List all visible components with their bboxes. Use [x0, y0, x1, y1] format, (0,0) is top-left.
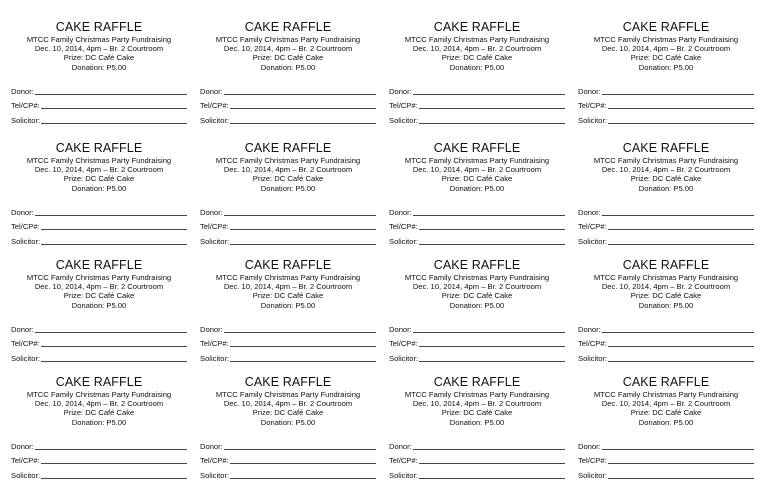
raffle-ticket — [11, 375, 187, 495]
donor-blank-line[interactable] — [35, 214, 187, 216]
solicitor-blank-line[interactable] — [419, 122, 565, 124]
tel-cp-label: Tel/CP#: — [578, 456, 607, 465]
raffle-ticket — [200, 141, 376, 258]
tel-cp-blank-line[interactable] — [608, 345, 754, 347]
donor-blank-line[interactable] — [413, 448, 565, 450]
tel-cp-blank-line[interactable] — [608, 228, 754, 230]
ticket-title: CAKE RAFFLE — [55, 141, 143, 155]
tel-cp-label: Tel/CP#: — [200, 456, 229, 465]
tel-cp-field[interactable] — [200, 335, 376, 350]
donor-blank-line[interactable] — [35, 331, 187, 333]
donor-label: Donor: — [389, 207, 412, 217]
donor-field[interactable] — [578, 437, 754, 452]
tel-cp-blank-line[interactable] — [419, 462, 565, 464]
solicitor-field[interactable] — [389, 466, 565, 481]
donor-blank-line[interactable] — [602, 93, 754, 95]
solicitor-field[interactable] — [200, 111, 376, 126]
tel-cp-blank-line[interactable] — [41, 228, 187, 230]
event-name: MTCC Family Christmas Party Fundraising — [26, 35, 172, 44]
prize-line: Prize: DC Café Cake — [63, 174, 135, 184]
ticket-header — [11, 258, 187, 310]
event-name: MTCC Family Christmas Party Fundraising — [215, 273, 361, 282]
ticket-fields — [11, 437, 187, 481]
donor-blank-line[interactable] — [413, 214, 565, 216]
solicitor-field[interactable] — [11, 232, 187, 247]
tel-cp-blank-line[interactable] — [230, 228, 376, 230]
solicitor-field[interactable] — [11, 349, 187, 364]
event-date-place: Dec. 10, 2014, 4pm – Br. 2 Courtroom — [412, 399, 542, 409]
donor-field[interactable] — [578, 203, 754, 218]
donor-field[interactable] — [11, 203, 187, 218]
raffle-ticket — [578, 141, 754, 258]
solicitor-field[interactable] — [389, 232, 565, 247]
donation-line: Donation: P5.00 — [71, 62, 127, 72]
ticket-fields — [200, 82, 376, 126]
tel-cp-label: Tel/CP#: — [200, 339, 229, 348]
event-name: MTCC Family Christmas Party Fundraising — [404, 390, 550, 399]
ticket-title: CAKE RAFFLE — [433, 20, 521, 34]
donor-blank-line[interactable] — [224, 448, 376, 450]
event-name: MTCC Family Christmas Party Fundraising — [26, 156, 172, 165]
ticket-title: CAKE RAFFLE — [244, 258, 332, 272]
solicitor-blank-line[interactable] — [41, 243, 187, 245]
tel-cp-field[interactable] — [389, 218, 565, 233]
ticket-fields — [389, 203, 565, 247]
donation-line: Donation: P5.00 — [449, 300, 505, 310]
ticket-fields — [200, 320, 376, 364]
tel-cp-field[interactable] — [578, 97, 754, 112]
ticket-header — [200, 258, 376, 310]
donor-label: Donor: — [389, 324, 412, 334]
ticket-fields — [200, 437, 376, 481]
ticket-header — [578, 258, 754, 310]
tel-cp-label: Tel/CP#: — [389, 222, 418, 231]
solicitor-field[interactable] — [200, 466, 376, 481]
ticket-header — [200, 20, 376, 72]
raffle-ticket — [389, 375, 565, 495]
tel-cp-label: Tel/CP#: — [578, 339, 607, 348]
solicitor-field[interactable] — [389, 111, 565, 126]
raffle-ticket — [389, 20, 565, 141]
event-name: MTCC Family Christmas Party Fundraising — [404, 35, 550, 44]
ticket-fields — [578, 437, 754, 481]
event-date-place: Dec. 10, 2014, 4pm – Br. 2 Courtroom — [412, 165, 542, 175]
donation-line: Donation: P5.00 — [71, 300, 127, 310]
solicitor-label: Solicitor: — [200, 115, 230, 125]
donation-line: Donation: P5.00 — [638, 300, 694, 310]
tel-cp-blank-line[interactable] — [41, 107, 187, 109]
tel-cp-field[interactable] — [389, 452, 565, 467]
donor-field[interactable] — [200, 82, 376, 97]
ticket-header — [578, 141, 754, 193]
raffle-ticket — [11, 141, 187, 258]
donor-label: Donor: — [389, 441, 412, 451]
event-date-place: Dec. 10, 2014, 4pm – Br. 2 Courtroom — [601, 165, 731, 175]
ticket-fields — [11, 82, 187, 126]
ticket-fields — [389, 320, 565, 364]
ticket-title: CAKE RAFFLE — [433, 258, 521, 272]
raffle-ticket — [11, 20, 187, 141]
event-date-place: Dec. 10, 2014, 4pm – Br. 2 Courtroom — [601, 282, 731, 292]
tel-cp-label: Tel/CP#: — [578, 222, 607, 231]
solicitor-field[interactable] — [11, 466, 187, 481]
event-date-place: Dec. 10, 2014, 4pm – Br. 2 Courtroom — [412, 44, 542, 54]
tel-cp-field[interactable] — [578, 335, 754, 350]
solicitor-label: Solicitor: — [200, 470, 230, 480]
donor-field[interactable] — [200, 437, 376, 452]
event-name: MTCC Family Christmas Party Fundraising — [404, 273, 550, 282]
tel-cp-label: Tel/CP#: — [11, 339, 40, 348]
solicitor-label: Solicitor: — [578, 115, 608, 125]
tel-cp-blank-line[interactable] — [230, 462, 376, 464]
prize-line: Prize: DC Café Cake — [441, 53, 513, 63]
donation-line: Donation: P5.00 — [260, 300, 316, 310]
solicitor-blank-line[interactable] — [41, 360, 187, 362]
ticket-title: CAKE RAFFLE — [55, 258, 143, 272]
ticket-header — [389, 20, 565, 72]
donor-label: Donor: — [578, 207, 601, 217]
donation-line: Donation: P5.00 — [449, 62, 505, 72]
ticket-title: CAKE RAFFLE — [55, 375, 143, 389]
solicitor-field[interactable] — [389, 349, 565, 364]
ticket-fields — [389, 82, 565, 126]
solicitor-label: Solicitor: — [11, 353, 41, 363]
event-name: MTCC Family Christmas Party Fundraising — [26, 273, 172, 282]
donation-line: Donation: P5.00 — [638, 183, 694, 193]
prize-line: Prize: DC Café Cake — [630, 291, 702, 301]
solicitor-blank-line[interactable] — [608, 122, 754, 124]
ticket-fields — [200, 203, 376, 247]
raffle-ticket — [578, 375, 754, 495]
tel-cp-label: Tel/CP#: — [578, 101, 607, 110]
tel-cp-blank-line[interactable] — [419, 228, 565, 230]
tel-cp-label: Tel/CP#: — [389, 339, 418, 348]
solicitor-blank-line[interactable] — [41, 122, 187, 124]
ticket-header — [389, 375, 565, 427]
tel-cp-field[interactable] — [200, 452, 376, 467]
donor-field[interactable] — [11, 320, 187, 335]
ticket-header — [389, 141, 565, 193]
solicitor-blank-line[interactable] — [230, 243, 376, 245]
donor-label: Donor: — [200, 86, 223, 96]
donor-label: Donor: — [578, 86, 601, 96]
solicitor-blank-line[interactable] — [419, 477, 565, 479]
donor-field[interactable] — [200, 203, 376, 218]
solicitor-label: Solicitor: — [11, 115, 41, 125]
ticket-title: CAKE RAFFLE — [622, 375, 710, 389]
event-date-place: Dec. 10, 2014, 4pm – Br. 2 Courtroom — [412, 282, 542, 292]
tel-cp-blank-line[interactable] — [608, 462, 754, 464]
event-date-place: Dec. 10, 2014, 4pm – Br. 2 Courtroom — [601, 44, 731, 54]
solicitor-blank-line[interactable] — [419, 360, 565, 362]
tel-cp-field[interactable] — [11, 335, 187, 350]
donor-field[interactable] — [200, 320, 376, 335]
solicitor-label: Solicitor: — [389, 115, 419, 125]
donation-line: Donation: P5.00 — [638, 62, 694, 72]
donor-field[interactable] — [389, 82, 565, 97]
donor-field[interactable] — [11, 82, 187, 97]
donor-label: Donor: — [11, 441, 34, 451]
tel-cp-label: Tel/CP#: — [11, 222, 40, 231]
tel-cp-field[interactable] — [578, 218, 754, 233]
solicitor-field[interactable] — [578, 349, 754, 364]
solicitor-blank-line[interactable] — [230, 477, 376, 479]
donor-field[interactable] — [389, 320, 565, 335]
ticket-fields — [578, 320, 754, 364]
donor-label: Donor: — [11, 207, 34, 217]
ticket-header — [578, 375, 754, 427]
donation-line: Donation: P5.00 — [449, 417, 505, 427]
event-name: MTCC Family Christmas Party Fundraising — [215, 35, 361, 44]
solicitor-blank-line[interactable] — [230, 360, 376, 362]
prize-line: Prize: DC Café Cake — [252, 291, 324, 301]
donor-label: Donor: — [578, 324, 601, 334]
donor-blank-line[interactable] — [224, 93, 376, 95]
prize-line: Prize: DC Café Cake — [63, 291, 135, 301]
ticket-title: CAKE RAFFLE — [244, 375, 332, 389]
ticket-fields — [11, 203, 187, 247]
donor-label: Donor: — [578, 441, 601, 451]
event-name: MTCC Family Christmas Party Fundraising — [593, 273, 739, 282]
raffle-ticket — [200, 258, 376, 375]
solicitor-label: Solicitor: — [200, 353, 230, 363]
donor-blank-line[interactable] — [602, 214, 754, 216]
event-name: MTCC Family Christmas Party Fundraising — [404, 156, 550, 165]
tel-cp-field[interactable] — [11, 452, 187, 467]
event-date-place: Dec. 10, 2014, 4pm – Br. 2 Courtroom — [34, 399, 164, 409]
donor-blank-line[interactable] — [413, 331, 565, 333]
event-date-place: Dec. 10, 2014, 4pm – Br. 2 Courtroom — [223, 399, 353, 409]
donor-label: Donor: — [200, 207, 223, 217]
solicitor-blank-line[interactable] — [230, 122, 376, 124]
donation-line: Donation: P5.00 — [260, 417, 316, 427]
ticket-title: CAKE RAFFLE — [622, 258, 710, 272]
event-date-place: Dec. 10, 2014, 4pm – Br. 2 Courtroom — [223, 282, 353, 292]
donor-field[interactable] — [578, 320, 754, 335]
ticket-header — [578, 20, 754, 72]
donor-blank-line[interactable] — [35, 93, 187, 95]
prize-line: Prize: DC Café Cake — [630, 53, 702, 63]
raffle-ticket — [11, 258, 187, 375]
tel-cp-field[interactable] — [389, 335, 565, 350]
solicitor-label: Solicitor: — [578, 353, 608, 363]
donation-line: Donation: P5.00 — [71, 417, 127, 427]
prize-line: Prize: DC Café Cake — [63, 53, 135, 63]
event-date-place: Dec. 10, 2014, 4pm – Br. 2 Courtroom — [34, 282, 164, 292]
raffle-ticket — [200, 20, 376, 141]
raffle-ticket — [389, 141, 565, 258]
donor-label: Donor: — [200, 441, 223, 451]
event-date-place: Dec. 10, 2014, 4pm – Br. 2 Courtroom — [223, 165, 353, 175]
donation-line: Donation: P5.00 — [449, 183, 505, 193]
prize-line: Prize: DC Café Cake — [441, 408, 513, 418]
ticket-header — [200, 141, 376, 193]
ticket-header — [11, 20, 187, 72]
prize-line: Prize: DC Café Cake — [252, 174, 324, 184]
event-name: MTCC Family Christmas Party Fundraising — [26, 390, 172, 399]
solicitor-field[interactable] — [578, 232, 754, 247]
tel-cp-label: Tel/CP#: — [200, 101, 229, 110]
donation-line: Donation: P5.00 — [260, 183, 316, 193]
event-name: MTCC Family Christmas Party Fundraising — [593, 156, 739, 165]
tel-cp-label: Tel/CP#: — [200, 222, 229, 231]
solicitor-blank-line[interactable] — [608, 243, 754, 245]
donor-blank-line[interactable] — [602, 448, 754, 450]
solicitor-blank-line[interactable] — [419, 243, 565, 245]
event-name: MTCC Family Christmas Party Fundraising — [215, 156, 361, 165]
event-name: MTCC Family Christmas Party Fundraising — [593, 390, 739, 399]
donation-line: Donation: P5.00 — [638, 417, 694, 427]
prize-line: Prize: DC Café Cake — [441, 291, 513, 301]
tel-cp-label: Tel/CP#: — [11, 456, 40, 465]
tel-cp-field[interactable] — [11, 218, 187, 233]
solicitor-field[interactable] — [200, 232, 376, 247]
solicitor-blank-line[interactable] — [608, 360, 754, 362]
solicitor-field[interactable] — [578, 111, 754, 126]
tel-cp-label: Tel/CP#: — [11, 101, 40, 110]
solicitor-label: Solicitor: — [578, 236, 608, 246]
tel-cp-field[interactable] — [389, 97, 565, 112]
ticket-title: CAKE RAFFLE — [244, 141, 332, 155]
event-date-place: Dec. 10, 2014, 4pm – Br. 2 Courtroom — [34, 44, 164, 54]
ticket-header — [11, 141, 187, 193]
raffle-ticket — [389, 258, 565, 375]
tel-cp-blank-line[interactable] — [230, 107, 376, 109]
solicitor-blank-line[interactable] — [608, 477, 754, 479]
ticket-title: CAKE RAFFLE — [433, 141, 521, 155]
donor-blank-line[interactable] — [224, 331, 376, 333]
prize-line: Prize: DC Café Cake — [252, 408, 324, 418]
tel-cp-blank-line[interactable] — [419, 107, 565, 109]
event-name: MTCC Family Christmas Party Fundraising — [215, 390, 361, 399]
donor-label: Donor: — [200, 324, 223, 334]
tel-cp-field[interactable] — [200, 97, 376, 112]
donor-blank-line[interactable] — [602, 331, 754, 333]
donor-blank-line[interactable] — [35, 448, 187, 450]
event-date-place: Dec. 10, 2014, 4pm – Br. 2 Courtroom — [34, 165, 164, 175]
solicitor-label: Solicitor: — [389, 353, 419, 363]
event-date-place: Dec. 10, 2014, 4pm – Br. 2 Courtroom — [601, 399, 731, 409]
solicitor-label: Solicitor: — [389, 236, 419, 246]
prize-line: Prize: DC Café Cake — [252, 53, 324, 63]
ticket-title: CAKE RAFFLE — [433, 375, 521, 389]
ticket-fields — [578, 203, 754, 247]
donor-blank-line[interactable] — [224, 214, 376, 216]
ticket-title: CAKE RAFFLE — [622, 141, 710, 155]
event-date-place: Dec. 10, 2014, 4pm – Br. 2 Courtroom — [223, 44, 353, 54]
solicitor-label: Solicitor: — [200, 236, 230, 246]
ticket-title: CAKE RAFFLE — [244, 20, 332, 34]
prize-line: Prize: DC Café Cake — [63, 408, 135, 418]
tel-cp-blank-line[interactable] — [230, 345, 376, 347]
tel-cp-field[interactable] — [578, 452, 754, 467]
donor-label: Donor: — [11, 324, 34, 334]
donor-field[interactable] — [11, 437, 187, 452]
solicitor-label: Solicitor: — [11, 236, 41, 246]
solicitor-label: Solicitor: — [578, 470, 608, 480]
solicitor-field[interactable] — [11, 111, 187, 126]
event-name: MTCC Family Christmas Party Fundraising — [593, 35, 739, 44]
ticket-fields — [389, 437, 565, 481]
ticket-title: CAKE RAFFLE — [55, 20, 143, 34]
solicitor-blank-line[interactable] — [41, 477, 187, 479]
solicitor-field[interactable] — [578, 466, 754, 481]
donor-field[interactable] — [578, 82, 754, 97]
ticket-header — [389, 258, 565, 310]
tel-cp-blank-line[interactable] — [41, 345, 187, 347]
donor-label: Donor: — [389, 86, 412, 96]
ticket-fields — [11, 320, 187, 364]
tel-cp-blank-line[interactable] — [419, 345, 565, 347]
ticket-header — [11, 375, 187, 427]
tel-cp-label: Tel/CP#: — [389, 101, 418, 110]
prize-line: Prize: DC Café Cake — [441, 174, 513, 184]
tel-cp-blank-line[interactable] — [608, 107, 754, 109]
donor-blank-line[interactable] — [413, 93, 565, 95]
donation-line: Donation: P5.00 — [260, 62, 316, 72]
solicitor-label: Solicitor: — [11, 470, 41, 480]
raffle-ticket — [200, 375, 376, 495]
ticket-fields — [578, 82, 754, 126]
prize-line: Prize: DC Café Cake — [630, 174, 702, 184]
donor-field[interactable] — [389, 203, 565, 218]
ticket-header — [200, 375, 376, 427]
donation-line: Donation: P5.00 — [71, 183, 127, 193]
raffle-ticket — [578, 258, 754, 375]
donor-field[interactable] — [389, 437, 565, 452]
tel-cp-field[interactable] — [11, 97, 187, 112]
tel-cp-blank-line[interactable] — [41, 462, 187, 464]
tel-cp-field[interactable] — [200, 218, 376, 233]
solicitor-label: Solicitor: — [389, 470, 419, 480]
prize-line: Prize: DC Café Cake — [630, 408, 702, 418]
tel-cp-label: Tel/CP#: — [389, 456, 418, 465]
solicitor-field[interactable] — [200, 349, 376, 364]
donor-label: Donor: — [11, 86, 34, 96]
ticket-title: CAKE RAFFLE — [622, 20, 710, 34]
raffle-ticket — [578, 20, 754, 141]
